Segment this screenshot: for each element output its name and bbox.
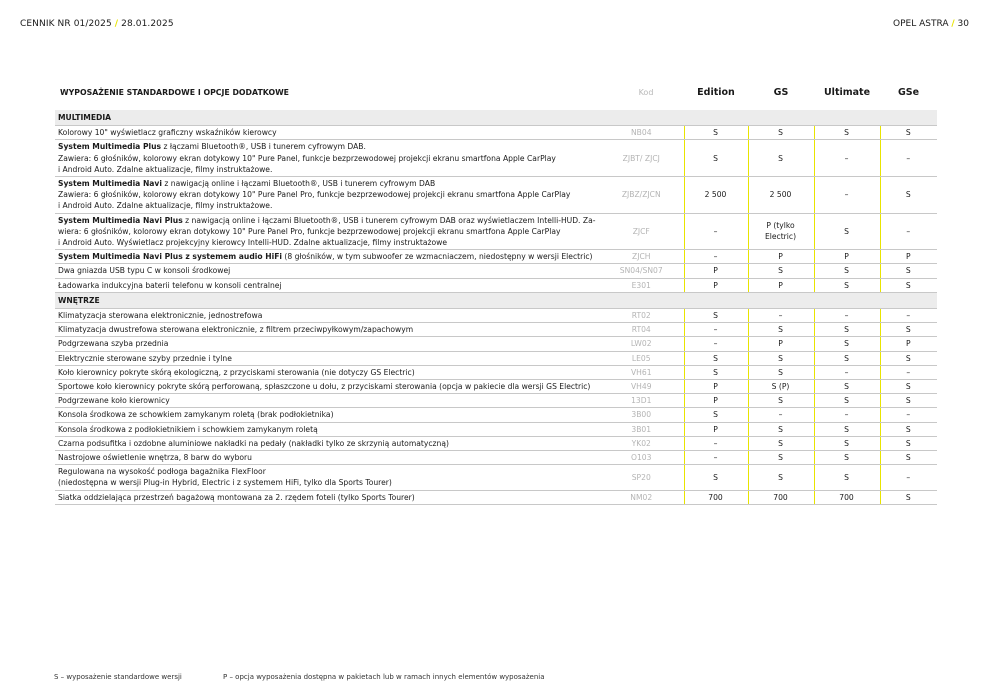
- feature-description: [55, 394, 600, 408]
- cell-gs: S: [748, 465, 814, 490]
- cell-edition: P: [684, 394, 748, 408]
- cell-ultimate: S: [814, 451, 880, 465]
- price-list-date: 28.01.2025: [121, 19, 174, 29]
- price-list-number: CENNIK NR 01/2025: [20, 19, 112, 29]
- feature-text: z nawigacją online i łączami Bluetooth®, USB i tunerem cyfrowym DAB Zawiera: 6 głośników, kolorowy ekran dotykowy 10" Pure Panel Pro, funkcje bezprzewodowej projekcji ekranu smartfona Apple CarPlay i Android Auto. Zdalne aktualizacje, filmy instruktażowe.: [58, 179, 571, 211]
- cell-ultimate: S: [814, 465, 880, 490]
- feature-description: [55, 408, 600, 422]
- option-code: SN04/SN07: [600, 264, 684, 278]
- cell-gs: S: [748, 436, 814, 450]
- feature-description: [55, 490, 600, 504]
- cell-ultimate: –: [814, 177, 880, 214]
- feature-text: z nawigacją online i łączami Bluetooth®, USB i tunerem cyfrowym DAB oraz wyświetlaczem Intelli-HUD. Za- wiera: 6 głośników, kolorowy ekran dotykowy 10" Pure Panel Pro, funkcje bezprzewodowej projekcji ekranu smartfona Apple CarPlay i Android Auto. Wyświetlacz projekcyjny kierowcy Intelli-HUD. Zdalne aktualizacje, filmy instruktażowe: [58, 215, 596, 248]
- feature-text: Koło kierownicy pokryte skórą ekologiczną, z przyciskami sterowania (nie dotyczy GS Electric): [58, 367, 415, 377]
- cell-ultimate: –: [814, 140, 880, 177]
- cell-ultimate: S: [814, 337, 880, 351]
- cell-gs: S: [748, 126, 814, 140]
- cell-gse: P: [880, 337, 937, 351]
- cell-gs: S: [748, 422, 814, 436]
- feature-name-bold: System Multimedia Navi Plus z systemem audio HiFi: [58, 252, 282, 262]
- option-code: 13D1: [600, 394, 684, 408]
- cell-gs: S: [748, 264, 814, 278]
- feature-text: Konsola środkowa ze schowkiem zamykanym roletą (brak podłokietnika): [58, 410, 334, 420]
- feature-description: [55, 337, 600, 351]
- section-header-row: [55, 110, 937, 126]
- cell-gs: S: [748, 323, 814, 337]
- feature-description: [55, 140, 600, 177]
- feature-description: [55, 351, 600, 365]
- section-header-row: [55, 292, 937, 308]
- cell-gs: –: [748, 408, 814, 422]
- page-header-right: [893, 19, 969, 29]
- cell-gs: S (P): [748, 380, 814, 394]
- cell-gs: S: [748, 365, 814, 379]
- table-row: [55, 436, 937, 450]
- cell-gs: P: [748, 250, 814, 264]
- feature-description: [55, 380, 600, 394]
- cell-edition: S: [684, 408, 748, 422]
- cell-gse: –: [880, 465, 937, 490]
- option-code: E301: [600, 278, 684, 292]
- cell-gs: S: [748, 451, 814, 465]
- cell-ultimate: S: [814, 126, 880, 140]
- option-code: 3B01: [600, 422, 684, 436]
- feature-description: [55, 126, 600, 140]
- cell-edition: S: [684, 351, 748, 365]
- price-list-header: [20, 19, 174, 29]
- feature-description: [55, 323, 600, 337]
- column-header-gse: GSe: [897, 87, 920, 98]
- option-code: VH49: [600, 380, 684, 394]
- cell-gse: S: [880, 126, 937, 140]
- option-code: ZJBT/ ZJCJ: [600, 140, 684, 177]
- cell-edition: S: [684, 365, 748, 379]
- cell-ultimate: S: [814, 394, 880, 408]
- feature-name-bold: System Multimedia Navi Plus: [58, 215, 183, 225]
- feature-description: [55, 422, 600, 436]
- feature-description: [55, 451, 600, 465]
- cell-ultimate: P: [814, 250, 880, 264]
- cell-gs: S: [748, 351, 814, 365]
- table-row: [55, 337, 937, 351]
- table-row: [55, 408, 937, 422]
- cell-edition: S: [684, 140, 748, 177]
- feature-text: Siatka oddzielająca przestrzeń bagażową montowana za 2. rzędem foteli (tylko Sports Tourer): [58, 492, 415, 502]
- column-header-edition: Edition: [697, 87, 735, 98]
- feature-name-bold: System Multimedia Plus: [58, 142, 162, 152]
- cell-ultimate: S: [814, 264, 880, 278]
- cell-edition: P: [684, 278, 748, 292]
- cell-gse: S: [880, 436, 937, 450]
- feature-text: Konsola środkowa z podłokietnikiem i schowkiem zamykanym roletą: [58, 424, 318, 434]
- cell-gs: 2 500: [748, 177, 814, 214]
- cell-ultimate: –: [814, 309, 880, 323]
- cell-edition: –: [684, 451, 748, 465]
- cell-gse: –: [880, 213, 937, 250]
- cell-edition: 700: [684, 490, 748, 504]
- cell-ultimate: S: [814, 436, 880, 450]
- cell-gse: S: [880, 422, 937, 436]
- column-header-gs: GS: [773, 87, 789, 98]
- footnote-option: P – opcja wyposażenia dostępna w pakietach lub w ramach innych elementów wyposażenia: [223, 673, 545, 681]
- header-slash-right: /: [951, 19, 955, 29]
- table-row: [55, 323, 937, 337]
- cell-gs: 700: [748, 490, 814, 504]
- table-header: [55, 86, 937, 100]
- page-number: 30: [957, 19, 969, 29]
- feature-description: [55, 213, 600, 250]
- feature-text: Klimatyzacja sterowana elektronicznie, jednostrefowa: [58, 311, 263, 321]
- table-row: [55, 451, 937, 465]
- option-code: NB04: [600, 126, 684, 140]
- option-code: YK02: [600, 436, 684, 450]
- cell-gse: S: [880, 451, 937, 465]
- table-row: [55, 213, 937, 250]
- header-slash: /: [114, 19, 119, 29]
- feature-text: (8 głośników, w tym subwoofer ze wzmacniaczem, niedostępny w wersji Electric): [282, 252, 593, 262]
- table-row: [55, 380, 937, 394]
- option-code: SP20: [600, 465, 684, 490]
- feature-text: Podgrzewana szyba przednia: [58, 339, 169, 349]
- cell-edition: P: [684, 422, 748, 436]
- feature-description: [55, 309, 600, 323]
- cell-gs: S: [748, 140, 814, 177]
- feature-text: Podgrzewane koło kierownicy: [58, 396, 170, 406]
- table-row: [55, 465, 937, 490]
- table-row: [55, 422, 937, 436]
- cell-edition: P: [684, 380, 748, 394]
- cell-ultimate: S: [814, 278, 880, 292]
- cell-gse: P: [880, 250, 937, 264]
- cell-gs: P: [748, 278, 814, 292]
- cell-gse: S: [880, 394, 937, 408]
- cell-ultimate: –: [814, 408, 880, 422]
- cell-edition: S: [684, 126, 748, 140]
- model-title: OPEL ASTRA: [893, 19, 949, 29]
- cell-gse: –: [880, 365, 937, 379]
- cell-ultimate: –: [814, 365, 880, 379]
- cell-edition: –: [684, 213, 748, 250]
- table-row: [55, 365, 937, 379]
- option-code: ZJCF: [600, 213, 684, 250]
- code-column-header: Kod: [638, 88, 654, 97]
- option-code: ZJCH: [600, 250, 684, 264]
- cell-gs: P (tylko Electric): [748, 213, 814, 250]
- cell-gs: –: [748, 309, 814, 323]
- cell-gse: S: [880, 323, 937, 337]
- footnote-standard: S – wyposażenie standardowe wersji: [54, 673, 182, 681]
- feature-text: Kolorowy 10" wyświetlacz graficzny wskaźników kierowcy: [58, 128, 277, 138]
- feature-text: Czarna podsufitka i ozdobne aluminiowe nakładki na pedały (nakładki tylko ze skrzynią automatyczną): [58, 438, 449, 448]
- option-code: LW02: [600, 337, 684, 351]
- cell-gse: S: [880, 278, 937, 292]
- table-row: [55, 278, 937, 292]
- feature-description: [55, 250, 600, 264]
- feature-name-bold: System Multimedia Navi: [58, 179, 162, 189]
- cell-edition: –: [684, 337, 748, 351]
- option-code: RT02: [600, 309, 684, 323]
- equipment-table: [55, 110, 937, 505]
- section-title: WNĘTRZE: [55, 292, 937, 308]
- cell-ultimate: 700: [814, 490, 880, 504]
- feature-text: Regulowana na wysokość podłoga bagażnika FlexFloor (niedostępna w wersji Plug-in Hybrid, Electric i z systemem HiFi, tylko dla Sports Tourer): [58, 467, 392, 488]
- table-title: WYPOSAŻENIE STANDARDOWE I OPCJE DODATKOWE: [60, 88, 290, 97]
- cell-gse: S: [880, 177, 937, 214]
- cell-ultimate: S: [814, 422, 880, 436]
- cell-edition: –: [684, 250, 748, 264]
- cell-edition: –: [684, 436, 748, 450]
- table-row: [55, 309, 937, 323]
- cell-gs: P: [748, 337, 814, 351]
- option-code: ZJBZ/ZJCN: [600, 177, 684, 214]
- option-code: 3B00: [600, 408, 684, 422]
- option-code: NM02: [600, 490, 684, 504]
- feature-text: Klimatyzacja dwustrefowa sterowana elektronicznie, z filtrem przeciwpyłkowym/zapachowym: [58, 325, 414, 335]
- cell-gse: –: [880, 309, 937, 323]
- cell-edition: P: [684, 264, 748, 278]
- cell-edition: S: [684, 465, 748, 490]
- table-row: [55, 490, 937, 504]
- feature-description: [55, 365, 600, 379]
- cell-gs: S: [748, 394, 814, 408]
- feature-text: Dwa gniazda USB typu C w konsoli środkowej: [58, 266, 231, 276]
- cell-ultimate: S: [814, 213, 880, 250]
- option-code: RT04: [600, 323, 684, 337]
- cell-gse: S: [880, 351, 937, 365]
- feature-text: Nastrojowe oświetlenie wnętrza, 8 barw do wyboru: [58, 453, 252, 463]
- table-row: [55, 140, 937, 177]
- cell-edition: S: [684, 309, 748, 323]
- cell-gse: –: [880, 408, 937, 422]
- column-header-ultimate: Ultimate: [823, 87, 871, 98]
- feature-description: [55, 177, 600, 214]
- feature-description: [55, 436, 600, 450]
- option-code: VH61: [600, 365, 684, 379]
- feature-text: Elektrycznie sterowane szyby przednie i tylne: [58, 353, 232, 363]
- cell-gse: S: [880, 490, 937, 504]
- table-row: [55, 126, 937, 140]
- cell-ultimate: S: [814, 323, 880, 337]
- cell-gse: –: [880, 140, 937, 177]
- feature-text: Sportowe koło kierownicy pokryte skórą perforowaną, spłaszczone u dołu, z przyciskami sterowania (opcja w pakiecie dla wersji GS Electric): [58, 382, 591, 392]
- option-code: LE05: [600, 351, 684, 365]
- equipment-table-body: [55, 110, 937, 504]
- cell-gse: S: [880, 380, 937, 394]
- feature-text: Ładowarka indukcyjna baterii telefonu w konsoli centralnej: [58, 280, 282, 290]
- option-code: O103: [600, 451, 684, 465]
- cell-edition: 2 500: [684, 177, 748, 214]
- cell-gse: S: [880, 264, 937, 278]
- table-row: [55, 264, 937, 278]
- feature-description: [55, 278, 600, 292]
- cell-ultimate: S: [814, 380, 880, 394]
- feature-description: [55, 264, 600, 278]
- cell-ultimate: S: [814, 351, 880, 365]
- feature-text: z łączami Bluetooth®, USB i tunerem cyfrowym DAB. Zawiera: 6 głośników, kolorowy ekran dotykowy 10" Pure Panel, funkcje bezprzewodowej projekcji ekranu smartfona Apple CarPlay i Android Auto. Zdalne aktualizacje, filmy instruktażowe.: [58, 142, 556, 174]
- table-row: [55, 394, 937, 408]
- cell-edition: –: [684, 323, 748, 337]
- table-row: [55, 250, 937, 264]
- table-row: [55, 351, 937, 365]
- feature-description: [55, 465, 600, 490]
- section-title: MULTIMEDIA: [55, 110, 937, 126]
- table-row: [55, 177, 937, 214]
